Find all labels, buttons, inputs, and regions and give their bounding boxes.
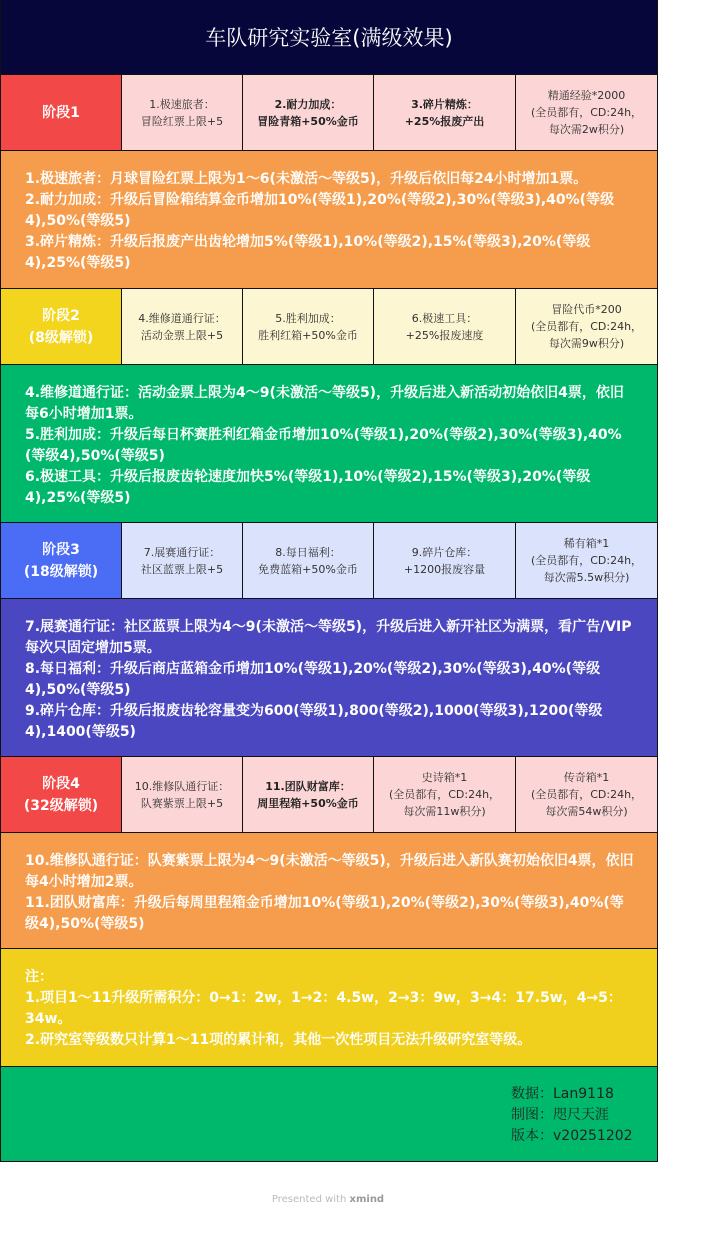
stage-2-item-4: [122, 289, 243, 364]
item-name: 1.极速旅者：: [149, 97, 215, 111]
stage-2-item-6: [374, 289, 516, 364]
item-effect: 活动金票上限+5: [140, 328, 224, 342]
item-effect: 队赛紫票上限+5: [140, 796, 224, 810]
notes-section: [1, 949, 657, 1067]
item-effect: 胜利红箱+50%金币: [258, 328, 358, 342]
stage-2-title: 阶段2: [42, 307, 80, 324]
stage-3-title: 阶段3: [42, 541, 80, 558]
item-effect: 社区蓝票上限+5: [140, 562, 224, 576]
stage-3-label: [1, 523, 122, 598]
item-effect: +1200报废容量: [403, 562, 486, 576]
item-effect: 免费蓝箱+50%金币: [258, 562, 358, 576]
stage-1-reward: [516, 75, 657, 150]
page-title: 车队研究实验室(满级效果): [1, 0, 657, 75]
credits-section: [1, 1067, 657, 1162]
stage-3-item-7: [122, 523, 243, 598]
stage-4-title: 阶段4: [42, 775, 80, 792]
stage-3-row: [1, 523, 657, 599]
reward-name: 传奇箱*1: [563, 771, 610, 784]
credit-data: 数据：Lan9118: [511, 1086, 614, 1102]
description-line: 4.维修道通行证：活动金票上限为4～9(未激活～等级5)，升级后进入新活动初始依旧4票，依旧每6小时增加1票。: [25, 385, 624, 422]
credit-version: 版本：v20251202: [511, 1128, 633, 1144]
reward-cost: 每次需9w积分): [548, 337, 625, 350]
footer-brand: xmind: [349, 1194, 385, 1205]
reward-cost: 每次需54w积分): [545, 805, 628, 818]
item-effect: 冒险青箱+50%金币: [257, 114, 359, 128]
description-line: 5.胜利加成：升级后每日杯赛胜利红箱金币增加10%(等级1),20%(等级2),30%(等级3),40%(等级4),50%(等级5): [25, 427, 622, 464]
description-line: 9.碎片仓库：升级后报废齿轮容量变为600(等级1),800(等级2),1000(等级3),1200(等级4),1400(等级5): [25, 703, 603, 740]
description-line: 3.碎片精炼：升级后报废产出齿轮增加5%(等级1),10%(等级2),15%(等级3),20%(等级4),25%(等级5): [25, 234, 591, 271]
stage-1-item-2: [243, 75, 374, 150]
item-name: 8.每日福利：: [275, 545, 341, 559]
stage-1-row: [1, 75, 657, 151]
stage-1-description: [1, 151, 657, 289]
item-name: 7.展赛通行证：: [143, 545, 221, 559]
stage-4-row: [1, 757, 657, 833]
item-effect: +25%报废速度: [405, 328, 484, 342]
stage-2-row: [1, 289, 657, 365]
stage-3-unlock: (18级解锁): [23, 563, 99, 580]
stage-4-unlock: (32级解锁): [23, 797, 99, 814]
stage-1-item-3: [374, 75, 516, 150]
description-line: 8.每日福利：升级后商店蓝箱金币增加10%(等级1),20%(等级2),30%(等级3),40%(等级4),50%(等级5): [25, 661, 601, 698]
notes-heading: 注：: [25, 969, 53, 985]
stage-4-item-10: [122, 757, 243, 832]
description-line: 10.维修队通行证：队赛紫票上限为4～9(未激活～等级5)，升级后进入新队赛初始依旧4票，依旧每4小时增加2票。: [25, 853, 634, 890]
stage-2-label: [1, 289, 122, 364]
credit-author: 制图：咫尺天涯: [511, 1107, 609, 1123]
stage-1-title: 阶段1: [42, 104, 80, 121]
reward-cost: 每次需2w积分): [548, 123, 625, 136]
item-effect: +25%报废产出: [404, 114, 485, 128]
credits-block: [511, 1084, 633, 1147]
item-effect: 周里程箱+50%金币: [257, 796, 359, 810]
stage-2-unlock: (8级解锁): [28, 329, 94, 346]
reward-cost: 每次需11w积分): [403, 805, 486, 818]
item-name: 11.团队财富库：: [265, 779, 351, 793]
item-name: 10.维修队通行证：: [134, 779, 230, 793]
description-line: 1.极速旅者：月球冒险红票上限为1～6(未激活～等级5)，升级后依旧每24小时增加1票。: [25, 171, 588, 187]
item-name: 6.极速工具：: [411, 311, 478, 325]
item-effect: 冒险红票上限+5: [140, 114, 224, 128]
description-line: 7.展赛通行证：社区蓝票上限为4～9(未激活～等级5)，升级后进入新开社区为满票，看广告/VIP每次只固定增加5票。: [25, 619, 632, 656]
item-name: 9.碎片仓库：: [411, 545, 478, 559]
stage-4-reward-legendary: [516, 757, 657, 832]
reward-condition: (全员都有，CD:24h，: [530, 554, 643, 567]
stage-2-description: [1, 365, 657, 523]
stage-1-item-1: [122, 75, 243, 150]
stage-4-item-11: [243, 757, 374, 832]
stage-1-label: [1, 75, 122, 150]
description-line: 11.团队财富库：升级后每周里程箱金币增加10%(等级1),20%(等级2),30%(等级3),40%(等级4),50%(等级5): [25, 895, 624, 932]
presented-with-footer: [0, 1194, 656, 1205]
notes-line: 1.项目1～11升级所需积分：0→1：2w，1→2：4.5w，2→3：9w，3→4：17.5w，4→5：34w。: [25, 990, 622, 1027]
reward-cost: 每次需5.5w积分): [543, 571, 630, 584]
description-line: 2.耐力加成：升级后冒险箱结算金币增加10%(等级1),20%(等级2),30%(等级3),40%(等级4),50%(等级5): [25, 192, 615, 229]
description-line: 6.极速工具：升级后报废齿轮速度加快5%(等级1),10%(等级2),15%(等级3),20%(等级4),25%(等级5): [25, 469, 591, 506]
footer-prefix: Presented with: [271, 1194, 347, 1205]
reward-name: 史诗箱*1: [421, 771, 468, 784]
stage-3-item-9: [374, 523, 516, 598]
reward-condition: (全员都有，CD:24h，: [388, 788, 501, 801]
stage-2-reward: [516, 289, 657, 364]
stage-3-reward: [516, 523, 657, 598]
notes-line: 2.研究室等级数只计算1～11项的累计和，其他一次性项目无法升级研究室等级。: [25, 1032, 532, 1048]
item-name: 5.胜利加成：: [275, 311, 341, 325]
stage-3-item-8: [243, 523, 374, 598]
reward-condition: (全员都有，CD:24h，: [530, 106, 643, 119]
reward-name: 稀有箱*1: [563, 537, 610, 550]
reward-name: 精通经验*2000: [547, 89, 626, 102]
stage-4-description: [1, 833, 657, 949]
stage-4-label: [1, 757, 122, 832]
stage-4-reward-epic: [374, 757, 516, 832]
item-name: 2.耐力加成：: [274, 97, 342, 111]
item-name: 3.碎片精炼：: [411, 97, 478, 111]
stage-2-item-5: [243, 289, 374, 364]
reward-condition: (全员都有，CD:24h，: [530, 320, 643, 333]
item-name: 4.维修道通行证：: [138, 311, 226, 325]
reward-condition: (全员都有，CD:24h，: [530, 788, 643, 801]
reward-name: 冒险代币*200: [551, 303, 622, 316]
stage-3-description: [1, 599, 657, 757]
